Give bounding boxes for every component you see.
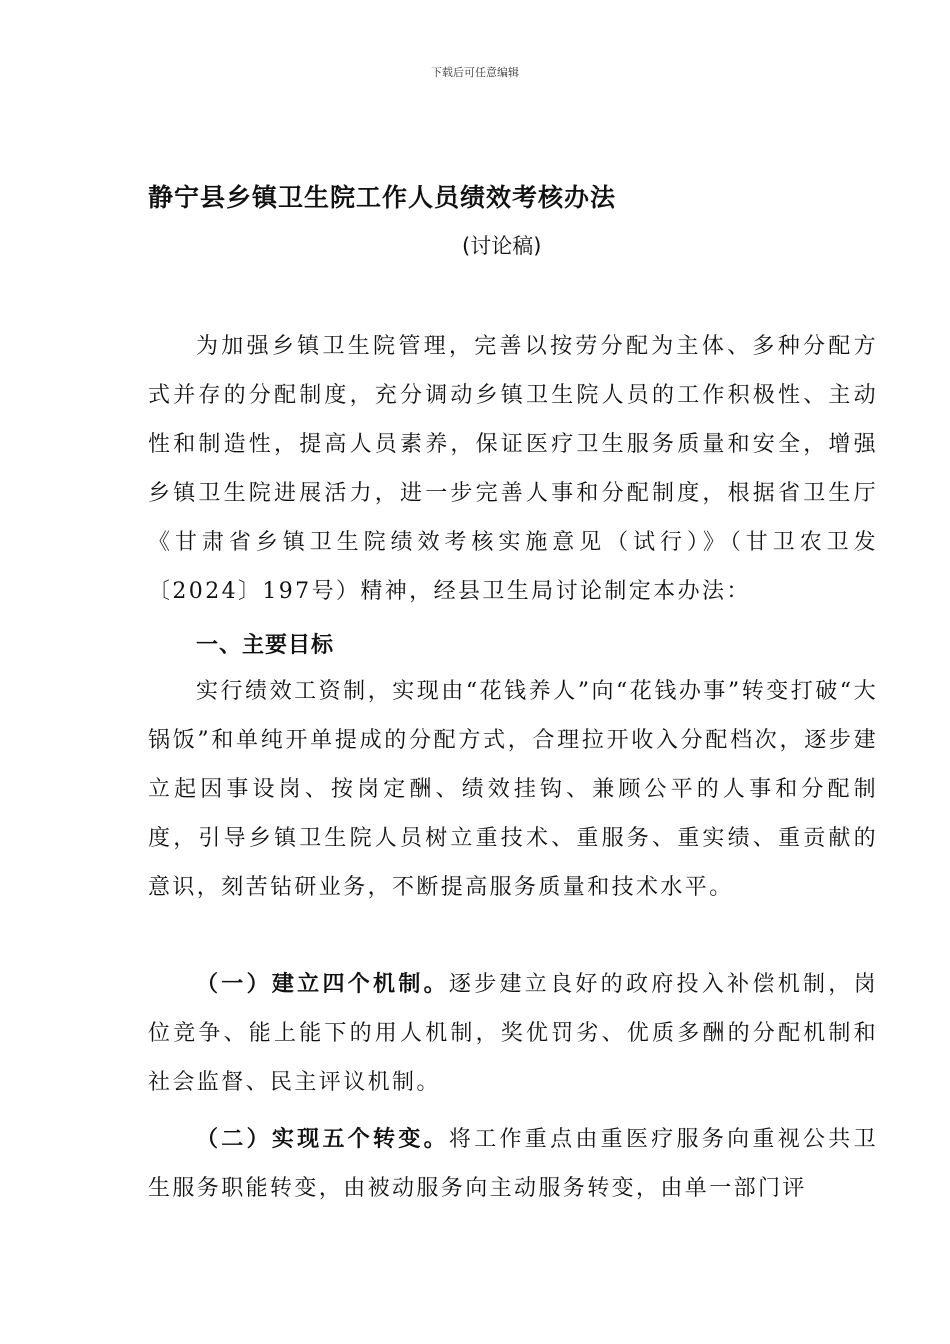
intro-paragraph: 为加强乡镇卫生院管理，完善以按劳分配为主体、多种分配方式并存的分配制度，充分调动乡镇卫生院人员的工作积极性、主动性和制造性，提高人员素养，保证医疗卫生服务质量和安全，增强乡镇卫生院进展活力，进一步完善人事和分配制度，根据省卫生厅《甘肃省乡镇卫生院绩效考核实施意见（试行）》（甘卫农卫发〔2024〕197号）精神，经县卫生局讨论制定本办法： <box>148 334 878 604</box>
item-five-transitions-lead: （二）实现五个转变。 <box>196 1127 449 1152</box>
document-subtitle: (讨论稿) <box>462 234 542 258</box>
document-title: 静宁县乡镇卫生院工作人员绩效考核办法 <box>148 183 617 212</box>
item-four-mechanisms-lead: （一）建立四个机制。 <box>196 972 449 997</box>
page-header-note: 下载后可任意编辑 <box>431 66 519 79</box>
item-five-transitions <box>148 1115 878 1213</box>
section-heading-main-goals: 一、主要目标 <box>196 633 335 658</box>
main-goals-paragraph: 实行绩效工资制，实现由“花钱养人”向“花钱办事”转变打破“大锅饭”和单纯开单提成的分配方式，合理拉开收入分配档次，逐步建立起因事设岗、按岗定酬、绩效挂钩、兼顾公平的人事和分配制度，引导乡镇卫生院人员树立重技术、重服务、重实绩、重贡献的意识，刻苦钻研业务，不断提高服务质量和技术水平。 <box>148 679 878 900</box>
item-four-mechanisms-text: 逐步建立良好的政府投入补偿机制，岗位竞争、能上能下的用人机制，奖优罚劣、优质多酬的分配机制和社会监督、民主评议机制。 <box>148 972 878 1095</box>
item-five-transitions-text: 将工作重点由重医疗服务向重视公共卫生服务职能转变，由被动服务向主动服务转变，由单一部门评 <box>148 1127 878 1201</box>
item-four-mechanisms <box>148 960 878 1107</box>
